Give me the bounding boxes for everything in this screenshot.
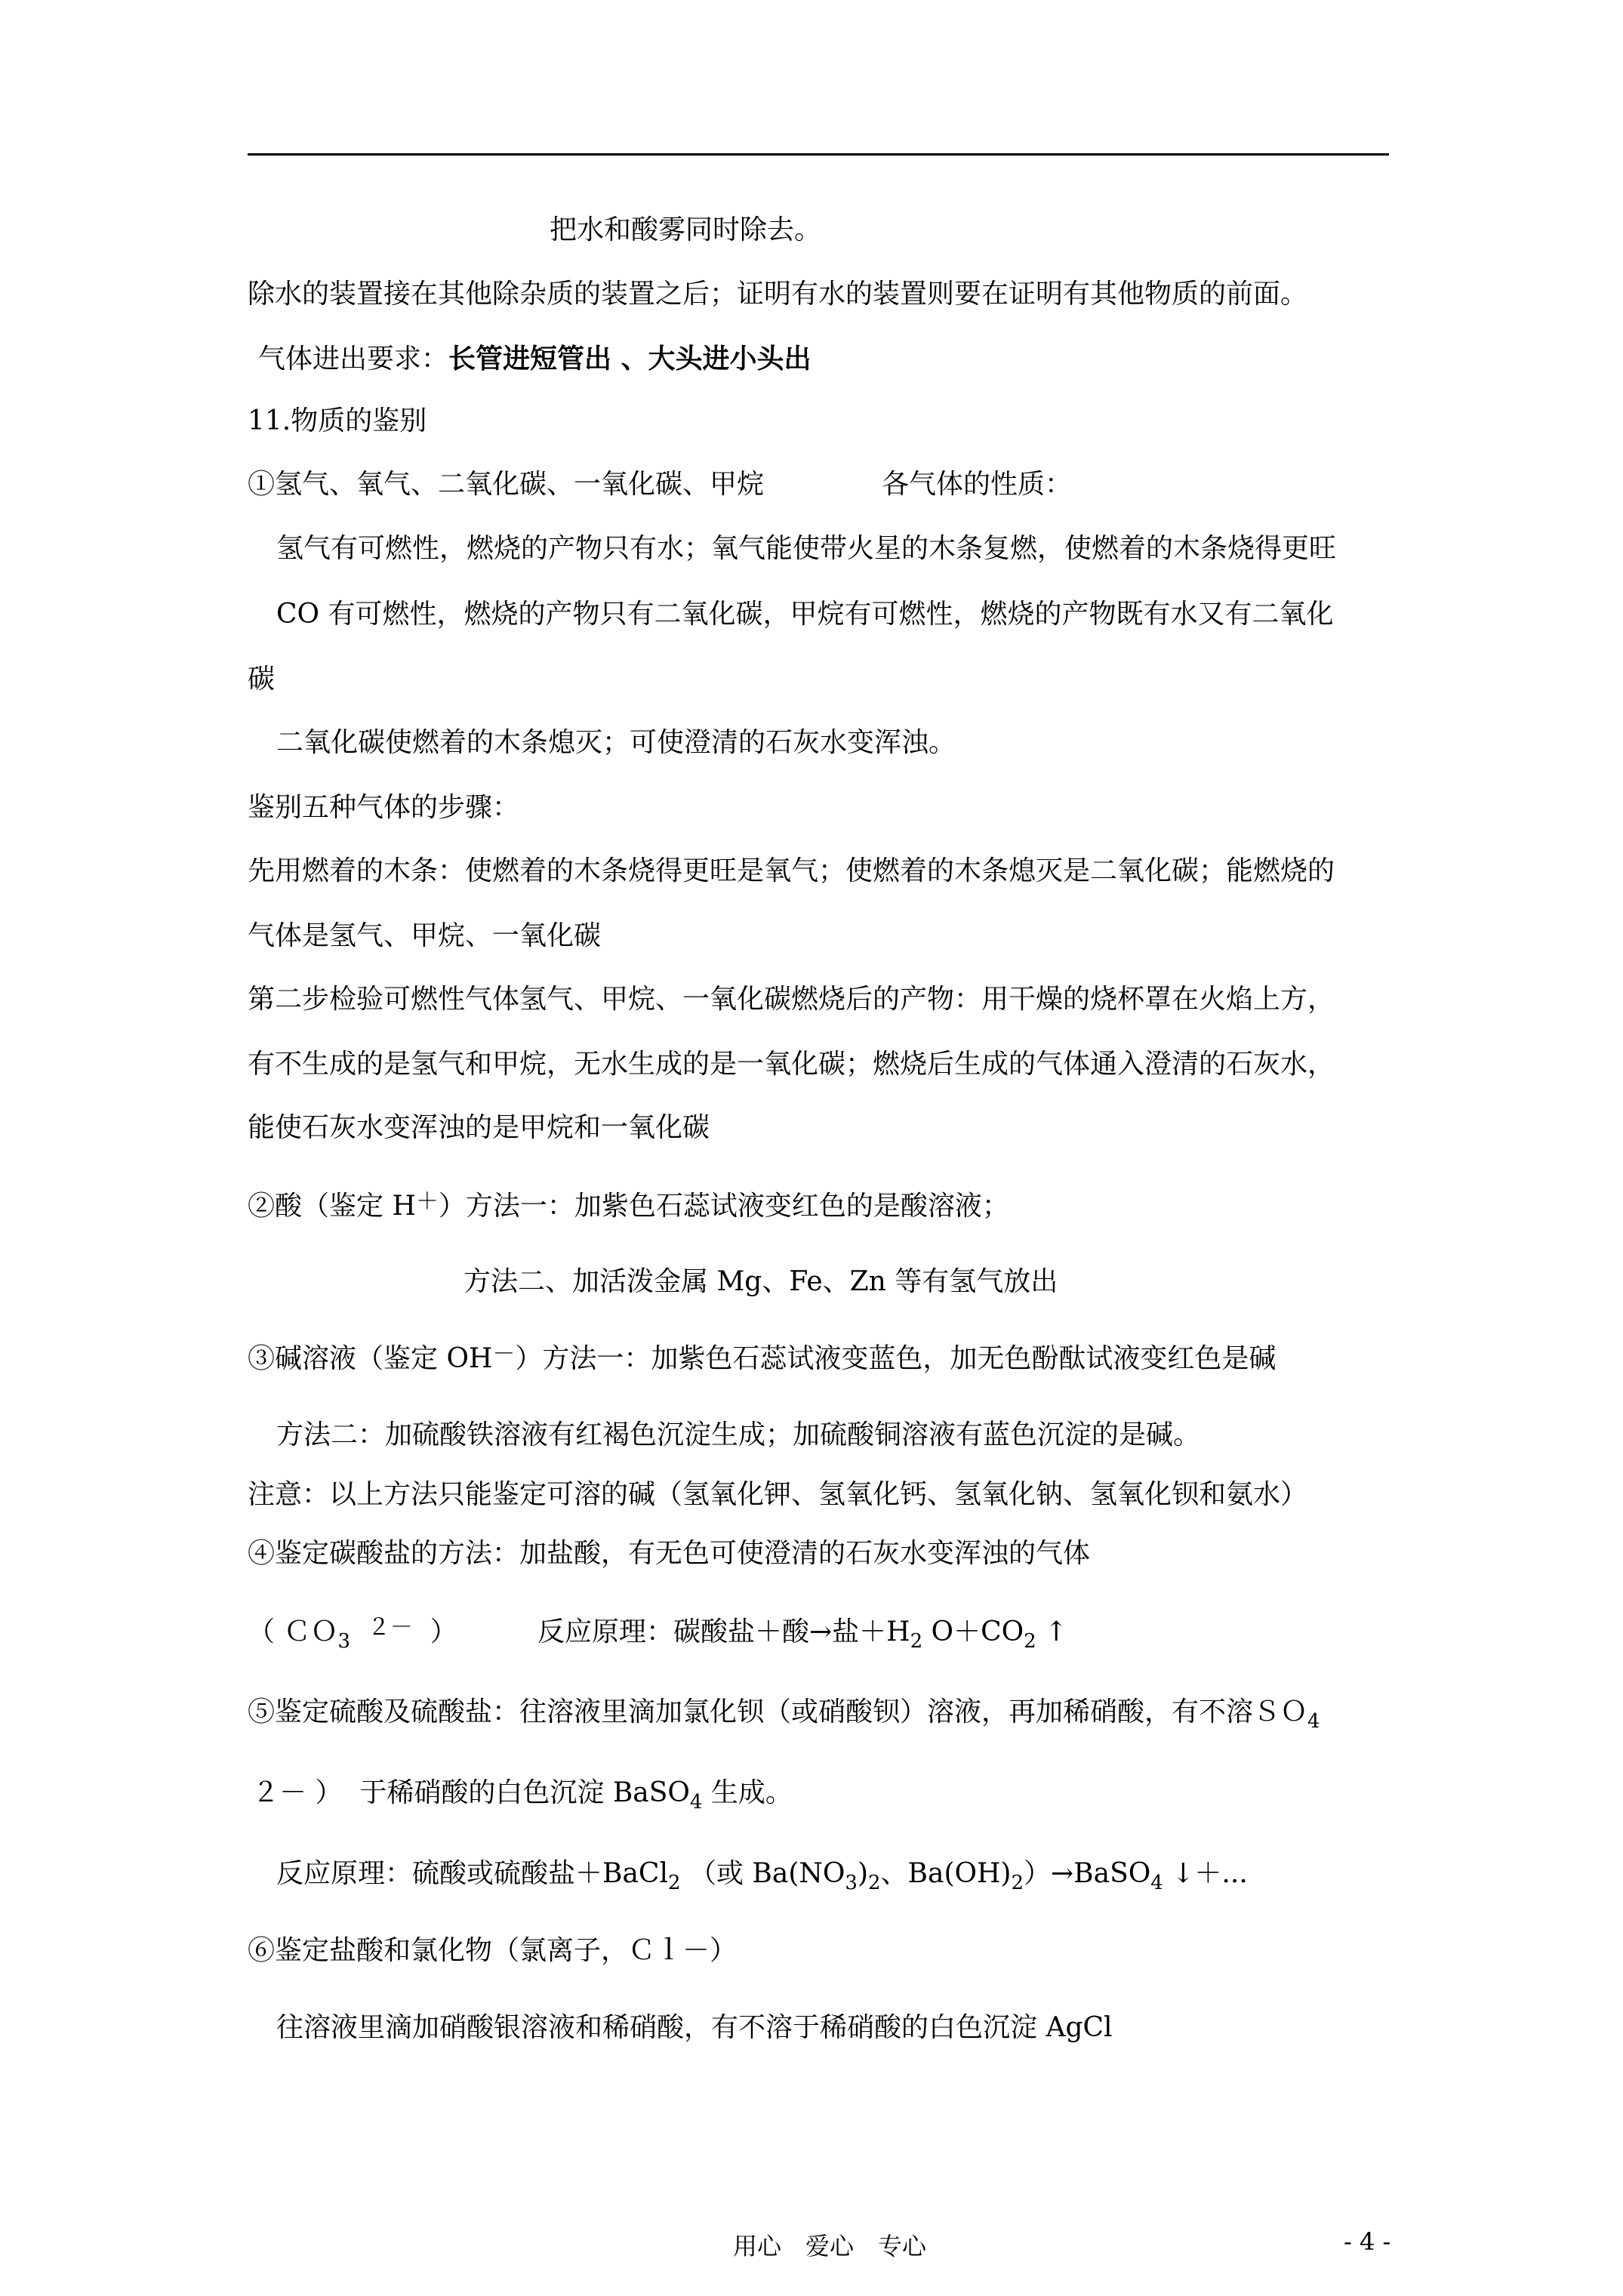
text-line: ①氢气、氧气、二氧化碳、一氧化碳、甲烷 — [248, 469, 765, 500]
r1: 反应原理：硫酸或硫酸盐＋BaCl — [276, 1858, 668, 1889]
r5: ）→BaSO — [1024, 1858, 1151, 1889]
sulfate-line-2 — [252, 1777, 793, 1814]
carbonate-principle — [537, 1616, 1068, 1653]
text-line: 有不生成的是氢气和甲烷，无水生成的是一氧化碳；燃烧后生成的气体通入澄清的石灰水， — [248, 1049, 1335, 1080]
r2-sub: 3 — [845, 1872, 858, 1894]
text-line: 除水的装置接在其他除杂质的装置之后；证明有水的装置则要在证明有其他物质的前面。 — [248, 279, 1308, 310]
text-line: 第二步检验可燃性气体氢气、甲烷、一氧化碳燃烧后的产物：用干燥的烧杯罩在火焰上方， — [248, 984, 1335, 1015]
baso4-sub: 4 — [689, 1791, 703, 1814]
base-text: ③碱溶液（鉴定 OH — [248, 1343, 493, 1374]
r4-sub: 2 — [1011, 1872, 1024, 1894]
text-line: 各气体的性质： — [882, 469, 1073, 500]
h-plus-sup: ＋ — [415, 1188, 439, 1215]
h2o-sub: 2 — [910, 1630, 923, 1653]
text-line: 能使石灰水变浑浊的是甲烷和一氧化碳 — [248, 1112, 710, 1143]
gas-flow-rule — [258, 345, 812, 373]
co3-sub: 3 — [337, 1630, 350, 1653]
r6: ↓＋... — [1163, 1858, 1248, 1889]
text-line: 先用燃着的木条：使燃着的木条烧得更旺是氧气；使燃着的木条熄灭是二氧化碳；能燃烧的 — [248, 855, 1335, 886]
acid-text: ②酸（鉴定 H — [248, 1191, 416, 1222]
principle-text: 反应原理：碳酸盐＋酸→盐＋H — [537, 1616, 910, 1647]
base-method1: ）方法一：加紫色石蕊试液变蓝色，加无色酚酞试液变红色是碱 — [515, 1343, 1277, 1374]
so4-charge: ２－ — [252, 1777, 307, 1808]
baso4-text: 于稀硝酸的白色沉淀 BaSO — [359, 1777, 690, 1808]
chloride-line: ⑥鉴定盐酸和氯化物（氯离子，Ｃｌ－） — [248, 1935, 738, 1966]
text-line: 鉴别五种气体的步骤： — [248, 792, 520, 823]
header-rule — [248, 153, 1389, 156]
footer-slogan: 用心 爱心 专心 — [733, 2232, 927, 2261]
gas-arrow: ↑ — [1036, 1616, 1068, 1647]
r3-sub: 2 — [868, 1872, 881, 1894]
base-test-line — [248, 1341, 1277, 1374]
text-line: 二氧化碳使燃着的木条熄灭；可使澄清的石灰水变浑浊。 — [276, 727, 956, 758]
acid-method1: ）方法一：加紫色石蕊试液变红色的是酸溶液； — [438, 1191, 1009, 1222]
r5-sub: 4 — [1150, 1872, 1163, 1894]
chloride-line-2: 往溶液里滴加硝酸银溶液和稀硝酸，有不溶于稀硝酸的白色沉淀 AgCl — [276, 2012, 1113, 2043]
co3-text: （ ＣＯ — [248, 1616, 338, 1647]
r4: 、Ba(OH) — [880, 1858, 1012, 1889]
co2-sub: 2 — [1024, 1630, 1036, 1653]
principle-mid: O＋CO — [922, 1616, 1024, 1647]
baso4-end: 生成。 — [702, 1777, 793, 1808]
co3-close: ） — [430, 1616, 457, 1647]
so4-close: ） — [315, 1777, 343, 1808]
text-line: 氢气有可燃性，燃烧的产物只有水；氧气能使带火星的木条复燃，使燃着的木条烧得更旺 — [276, 533, 1337, 564]
carbonate-formula-line — [248, 1614, 457, 1653]
base-note: 注意：以上方法只能鉴定可溶的碱（氢氧化钾、氢氧化钙、氢氧化钠、氢氧化钡和氨水） — [248, 1479, 1308, 1510]
acid-method2: 方法二、加活泼金属 Mg、Fe、Zn 等有氢气放出 — [463, 1266, 1058, 1297]
base-method2: 方法二：加硫酸铁溶液有红褐色沉淀生成；加硫酸铜溶液有蓝色沉淀的是碱。 — [276, 1419, 1201, 1450]
gas-flow-label: 气体进出要求： — [258, 344, 449, 374]
so4-sub: 4 — [1307, 1710, 1320, 1733]
text-line: 把水和酸雾同时除去。 — [550, 214, 822, 245]
sulfate-principle — [276, 1858, 1248, 1894]
sulfate-text: ⑤鉴定硫酸及硫酸盐：往溶液里滴加氯化钡（或硝酸钡）溶液，再加稀硝酸，有不溶ＳＯ — [248, 1697, 1308, 1727]
text-line: 气体是氢气、甲烷、一氧化碳 — [248, 920, 602, 951]
page-number: - 4 - — [1344, 2227, 1391, 2256]
section-title: 11.物质的鉴别 — [248, 405, 427, 436]
r1-sub: 2 — [667, 1872, 681, 1894]
text-line: 碳 — [248, 664, 276, 695]
r3: ) — [857, 1858, 868, 1889]
carbonate-line: ④鉴定碳酸盐的方法：加盐酸，有无色可使澄清的石灰水变浑浊的气体 — [248, 1538, 1091, 1569]
r2: （或 Ba(NO — [688, 1858, 845, 1889]
acid-test-line — [248, 1188, 1009, 1222]
gas-flow-requirement: 长管进短管出 、大头进小头出 — [448, 343, 812, 374]
text-line: CO 有可燃性，燃烧的产物只有二氧化碳，甲烷有可燃性，燃烧的产物既有水又有二氧化 — [276, 599, 1334, 630]
co3-sup: ２－ — [367, 1614, 413, 1641]
sulfate-line — [248, 1697, 1320, 1733]
oh-minus-sup: － — [492, 1341, 516, 1367]
